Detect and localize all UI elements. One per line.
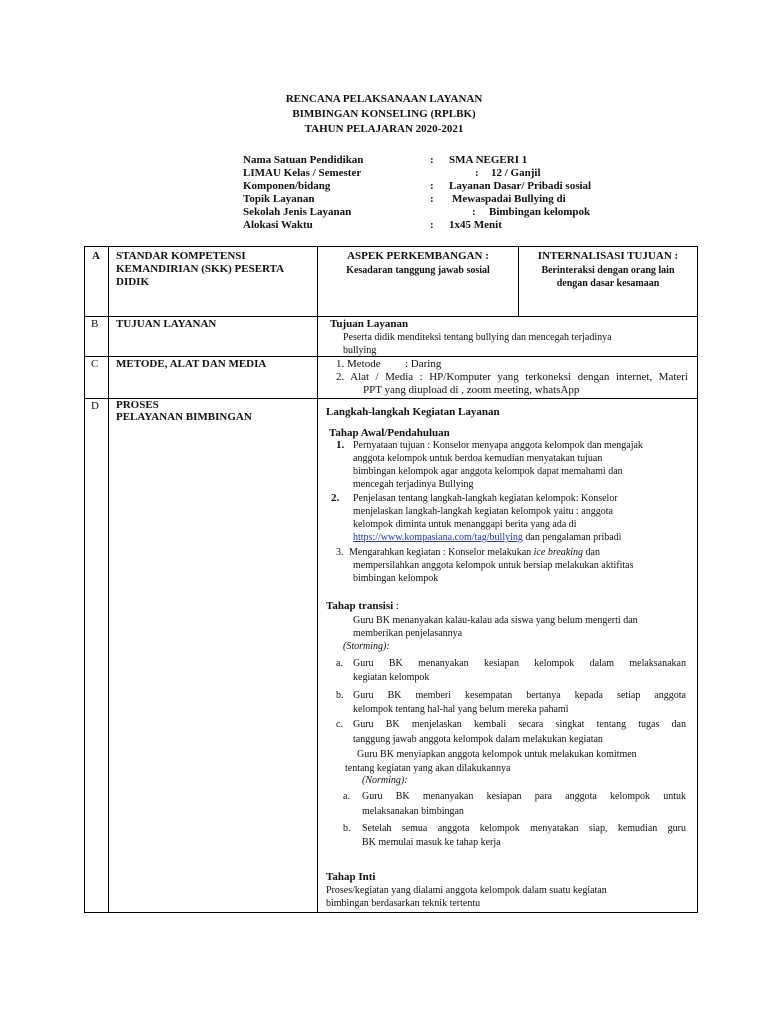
list-marker: b. bbox=[336, 690, 344, 701]
langkah-heading: Langkah-langkah Kegiatan Layanan bbox=[326, 406, 500, 418]
heading-colon: : bbox=[395, 600, 399, 612]
row-title: DIDIK bbox=[116, 276, 150, 288]
identity-value: SMA NEGERI 1 bbox=[449, 154, 528, 166]
internalisasi-text: dengan dasar kesamaan bbox=[556, 278, 660, 289]
tahap-transisi-line bbox=[326, 600, 399, 613]
aspek-text: Kesadaran tanggung jawab sosial bbox=[346, 265, 490, 276]
identity-label: Komponen/bidang bbox=[243, 180, 331, 192]
komitmen-text: tentang kegiatan yang akan dilakukannya bbox=[345, 763, 511, 774]
identity-colon: : bbox=[430, 180, 434, 192]
doc-title-line1: RENCANA PELAKSANAAN LAYANAN bbox=[285, 93, 483, 105]
transisi-text: Guru BK menanyakan kalau-kalau ada siswa yang belum mengerti dan bbox=[353, 615, 638, 626]
tahap-transisi-heading: Tahap transisi bbox=[326, 600, 394, 612]
list-item-text: kelompok diminta untuk menanggapi berita yang ada di bbox=[353, 519, 577, 530]
row-letter: D bbox=[91, 400, 99, 412]
identity-colon: : bbox=[430, 193, 434, 205]
tahap-inti-heading: Tahap Inti bbox=[326, 871, 376, 883]
table-col-divider bbox=[317, 246, 318, 912]
inti-text: Proses/kegiatan yang dialami anggota kelompok dalam suatu kegiatan bbox=[326, 885, 607, 896]
transisi-text: memberikan penjelasannya bbox=[353, 628, 463, 639]
tujuan-heading: Tujuan Layanan bbox=[330, 318, 409, 330]
identity-label: LIMAU Kelas / Semester bbox=[243, 167, 362, 179]
list-item-text: bimbingan kelompok agar anggota kelompok dapat memahami dan bbox=[353, 466, 623, 477]
komitmen-text: Guru BK menyiapkan anggota kelompok untuk melakukan komitmen bbox=[357, 749, 637, 760]
list-item-text: Pernyataan tujuan : Konselor menyapa anggota kelompok dan mengajak bbox=[353, 440, 643, 451]
kompasiana-link[interactable]: https://www.kompasiana.com/tag/bullying bbox=[353, 532, 523, 543]
list-number: 1. bbox=[336, 439, 345, 451]
list-item-text: anggota kelompok untuk berdoa kemudian menyatakan tujuan bbox=[353, 453, 603, 464]
metode-label: 1. Metode bbox=[336, 358, 381, 370]
row-title: PELAYANAN BIMBINGAN bbox=[116, 411, 252, 423]
list-item-text: mencegah terjadinya Bullying bbox=[353, 479, 474, 490]
list-item-text: menjelaskan langkah-langkah kegiatan kelompok yaitu : anggota bbox=[353, 506, 613, 517]
tujuan-text: Peserta didik menditeksi tentang bullying dan mencegah terjadinya bbox=[343, 332, 612, 343]
identity-label: Sekolah Jenis Layanan bbox=[243, 206, 352, 218]
inti-text: bimbingan berdasarkan teknik tertentu bbox=[326, 898, 481, 909]
doc-title-line2: BIMBINGAN KONSELING (RPLBK) bbox=[292, 108, 476, 120]
list-item-text: Guru BK memberi kesempatan bertanya kepada setiap anggota bbox=[353, 690, 686, 701]
norming-label: (Norming): bbox=[362, 775, 408, 786]
row-letter: A bbox=[92, 250, 100, 262]
alat-media-text: 2. Alat / Media : HP/Komputer yang terkoneksi dengan internet, Materi bbox=[336, 371, 688, 383]
list-item-text bbox=[353, 531, 621, 544]
list-item-text: Setelah semua anggota kelompok menyatakan siap, kemudian guru bbox=[362, 823, 686, 834]
list-item-text: bimbingan kelompok bbox=[353, 573, 439, 584]
identity-colon: : bbox=[472, 206, 476, 218]
list-number: 3. bbox=[336, 547, 344, 558]
list-marker: a. bbox=[343, 791, 350, 802]
ice-breaking-term: ice breaking bbox=[533, 547, 584, 558]
table-border-top bbox=[84, 246, 698, 247]
identity-value: Mewaspadai Bullying di bbox=[452, 193, 566, 205]
table-border-right bbox=[697, 246, 698, 912]
row-letter: C bbox=[91, 358, 99, 370]
storming-label: (Storming): bbox=[343, 641, 390, 652]
list-item-text: Guru BK menanyakan kesiapan para anggota kelompok untuk bbox=[362, 791, 686, 802]
row-title: METODE, ALAT DAN MEDIA bbox=[116, 358, 267, 370]
aspek-heading: ASPEK PERKEMBANGAN : bbox=[347, 250, 489, 262]
list-number: 2. bbox=[331, 492, 340, 504]
row-title: TUJUAN LAYANAN bbox=[116, 318, 217, 330]
list-marker: b. bbox=[343, 823, 351, 834]
identity-value: 12 / Ganjil bbox=[491, 167, 541, 179]
identity-label: Alokasi Waktu bbox=[243, 219, 313, 231]
alat-media-text: PPT yang diupload di , zoom meeting, whatsApp bbox=[363, 384, 580, 396]
list-item-text: kelompok tentang hal-hal yang belum mereka pahami bbox=[353, 704, 569, 715]
identity-value: Bimbingan kelompok bbox=[489, 206, 591, 218]
table-col-divider bbox=[108, 246, 109, 912]
identity-label: Nama Satuan Pendidikan bbox=[243, 154, 364, 166]
internalisasi-heading: INTERNALISASI TUJUAN : bbox=[537, 250, 679, 262]
identity-colon: : bbox=[430, 219, 434, 231]
row-title: KEMANDIRIAN (SKK) PESERTA bbox=[116, 263, 285, 275]
list-item-text: dan pengalaman pribadi bbox=[525, 532, 622, 543]
identity-value: 1x45 Menit bbox=[449, 219, 502, 231]
list-item-text: mempersilahkan anggota kelompok untuk bersiap melakukan aktifitas bbox=[353, 560, 634, 571]
list-item-text: tanggung jawab anggota kelompok dalam melakukan kegiatan bbox=[353, 734, 603, 745]
list-item-text: dan bbox=[585, 547, 600, 558]
list-item-text: Guru BK menanyakan kesiapan kelompok dalam melaksanakan bbox=[353, 658, 686, 669]
list-item-text: Guru BK menjelaskan kembali secara singkat tentang tugas dan bbox=[353, 719, 686, 730]
internalisasi-text: Berinteraksi dengan orang lain bbox=[541, 265, 675, 276]
list-marker: a. bbox=[336, 658, 343, 669]
identity-value: Layanan Dasar/ Pribadi sosial bbox=[449, 180, 592, 192]
list-item-text: Mengarahkan kegiatan : Konselor melakukan bbox=[349, 547, 532, 558]
list-item-text: melaksanakan bimbingan bbox=[362, 806, 464, 817]
doc-title-line3: TAHUN PELAJARAN 2020-2021 bbox=[304, 123, 464, 135]
table-border-bottom bbox=[84, 912, 698, 913]
metode-value: : Daring bbox=[405, 358, 442, 370]
table-row-divider bbox=[84, 316, 698, 317]
tujuan-text: bullying bbox=[343, 345, 377, 356]
list-item-text: Penjelasan tentang langkah-langkah kegiatan kelompok: Konselor bbox=[353, 493, 618, 504]
identity-colon: : bbox=[475, 167, 479, 179]
identity-label: Topik Layanan bbox=[243, 193, 315, 205]
row-title: PROSES bbox=[116, 399, 159, 411]
table-row-divider bbox=[84, 356, 698, 357]
list-item-text: kegiatan kelompok bbox=[353, 672, 430, 683]
row-title: STANDAR KOMPETENSI bbox=[116, 250, 246, 262]
tahap-awal-heading: Tahap Awal/Pendahuluan bbox=[329, 427, 450, 439]
list-marker: c. bbox=[336, 719, 343, 730]
list-item-text: BK memulai masuk ke tahap kerja bbox=[362, 837, 501, 848]
table-row-divider bbox=[84, 398, 698, 399]
row-letter: B bbox=[91, 318, 99, 330]
table-border-left bbox=[84, 246, 85, 912]
list-item-text bbox=[349, 546, 600, 559]
identity-colon: : bbox=[430, 154, 434, 166]
